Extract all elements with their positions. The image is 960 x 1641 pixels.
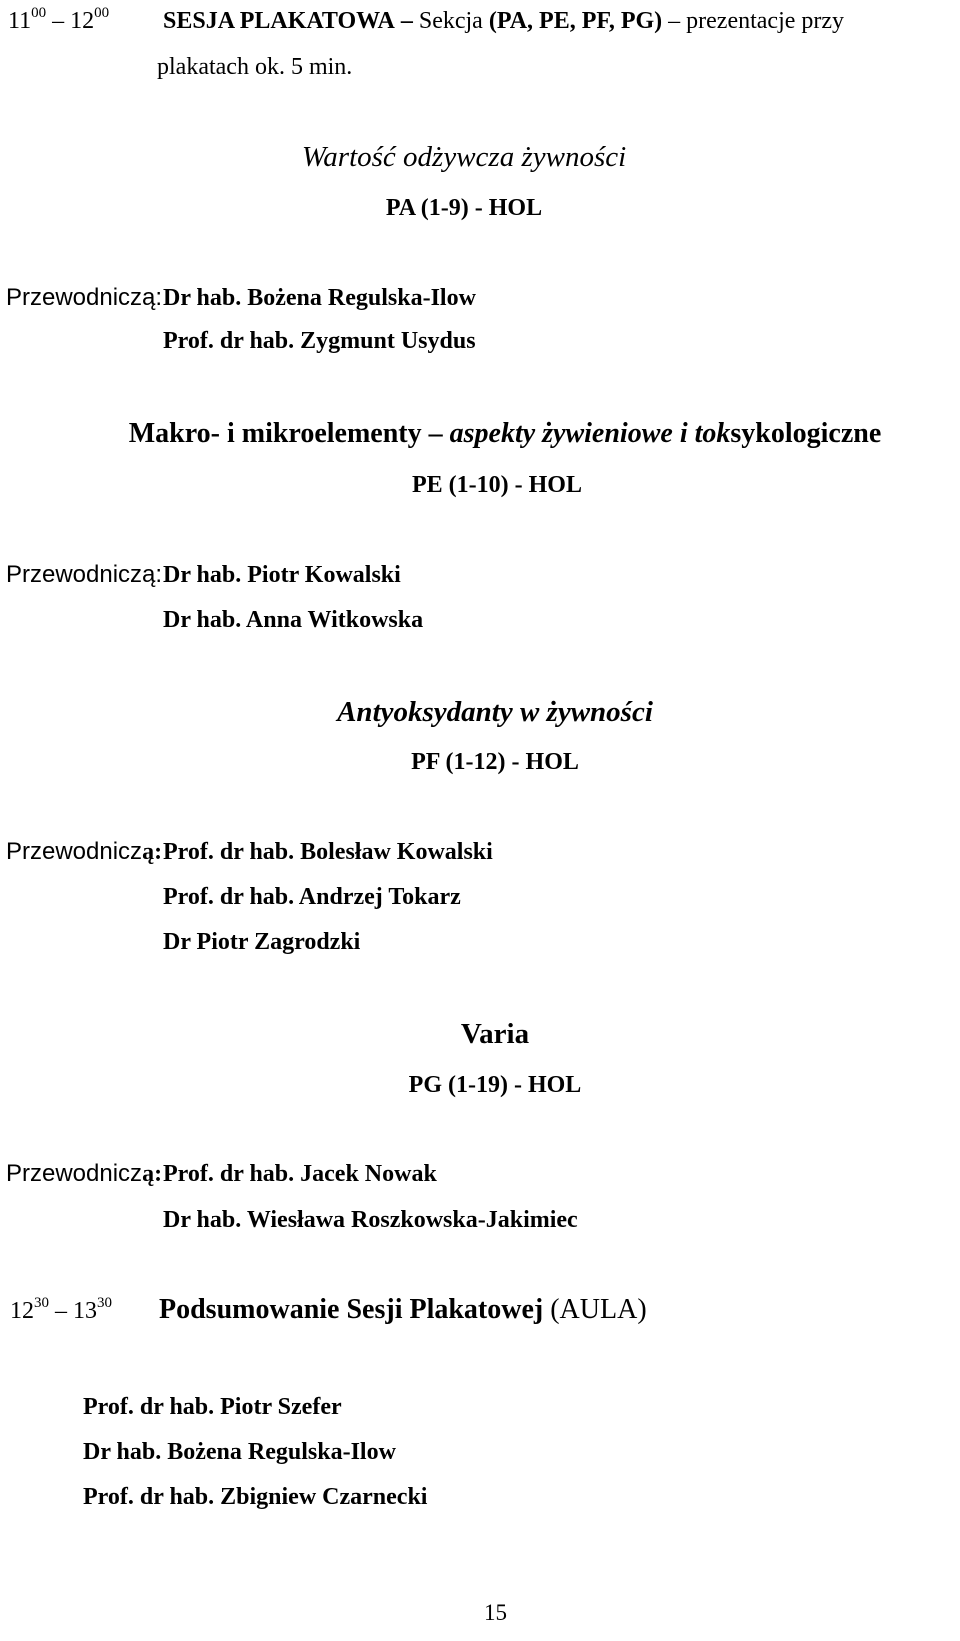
title-rest: – prezentacje przy bbox=[668, 8, 845, 34]
poster-session-subtitle: plakatach ok. 5 min. bbox=[157, 54, 353, 80]
time-end-minutes: 30 bbox=[97, 1295, 112, 1311]
time-end: 13 bbox=[73, 1298, 97, 1324]
page-number: 15 bbox=[484, 1600, 507, 1625]
section-pa-chair-1: Dr hab. Bożena Regulska-Ilow bbox=[163, 285, 476, 311]
section-pg-chair-label bbox=[6, 1159, 162, 1189]
section-word: Sekcja bbox=[418, 8, 483, 34]
time-start-minutes: 30 bbox=[34, 1295, 49, 1311]
chair-label-end: ą: bbox=[142, 839, 163, 865]
summary-person-2: Dr hab. Bożena Regulska-Ilow bbox=[83, 1439, 396, 1465]
session-name: SESJA PLAKATOWA bbox=[163, 8, 395, 34]
chair-label: Przewodniczą: bbox=[6, 284, 163, 311]
section-pa-title: Wartość odżywcza żywności bbox=[301, 141, 627, 173]
summary-person-3: Prof. dr hab. Zbigniew Czarnecki bbox=[83, 1484, 428, 1510]
section-pg-code: PG (1-19) - HOL bbox=[408, 1072, 582, 1098]
section-pe-chair-1: Dr hab. Piotr Kowalski bbox=[163, 562, 401, 588]
section-pf-code: PF (1-12) - HOL bbox=[411, 749, 579, 775]
section-pa-code: PA (1-9) - HOL bbox=[385, 195, 543, 221]
time-start: 12 bbox=[10, 1298, 34, 1324]
section-pa-chair-label bbox=[6, 283, 162, 313]
chair-label: Przewodnicz bbox=[6, 838, 143, 865]
section-pa-chair-2: Prof. dr hab. Zygmunt Usydus bbox=[163, 328, 476, 354]
section-pg-title: Varia bbox=[460, 1018, 530, 1050]
chair-label-end: ą: bbox=[142, 1161, 163, 1187]
time-end: 12 bbox=[70, 8, 95, 34]
title-part-1: Makro- i mikroelementy bbox=[128, 418, 422, 449]
section-pe-title bbox=[25, 419, 960, 449]
section-pf-title: Antyoksydanty w żywności bbox=[337, 696, 653, 728]
time-dash: – bbox=[52, 8, 65, 34]
summary-title bbox=[159, 1295, 647, 1325]
section-pe-chair-label bbox=[6, 560, 162, 590]
time-start: 11 bbox=[8, 8, 32, 34]
poster-session-time bbox=[8, 6, 109, 36]
time-end-minutes: 00 bbox=[94, 5, 110, 21]
section-pf-chair-3: Dr Piotr Zagrodzki bbox=[163, 929, 361, 955]
time-dash: – bbox=[55, 1298, 67, 1324]
time-start-minutes: 00 bbox=[31, 5, 47, 21]
summary-title-text: Podsumowanie Sesji Plakatowej bbox=[159, 1294, 544, 1325]
section-pe-code: PE (1-10) - HOL bbox=[412, 472, 582, 498]
section-pf-chair-label bbox=[6, 837, 162, 867]
title-dash: – bbox=[400, 8, 413, 34]
section-pe-chair-2: Dr hab. Anna Witkowska bbox=[163, 607, 424, 633]
summary-place: (AULA) bbox=[550, 1294, 647, 1325]
section-pf-chair-1: Prof. dr hab. Bolesław Kowalski bbox=[163, 839, 493, 865]
summary-time bbox=[10, 1296, 112, 1326]
section-pg-chair-1: Prof. dr hab. Jacek Nowak bbox=[163, 1161, 437, 1187]
section-codes: (PA, PE, PF, PG) bbox=[488, 8, 663, 34]
title-part-2: aspekty żywieniowe i tok bbox=[449, 418, 731, 449]
summary-person-1: Prof. dr hab. Piotr Szefer bbox=[83, 1394, 342, 1420]
chair-label: Przewodnicz bbox=[6, 1160, 143, 1187]
section-pg-chair-2: Dr hab. Wiesława Roszkowska-Jakimiec bbox=[163, 1207, 578, 1233]
chair-label: Przewodniczą: bbox=[6, 561, 163, 588]
title-part-3: sykologiczne bbox=[730, 418, 882, 449]
poster-session-title bbox=[163, 6, 844, 36]
title-dash: – bbox=[428, 418, 443, 449]
section-pf-chair-2: Prof. dr hab. Andrzej Tokarz bbox=[163, 884, 461, 910]
